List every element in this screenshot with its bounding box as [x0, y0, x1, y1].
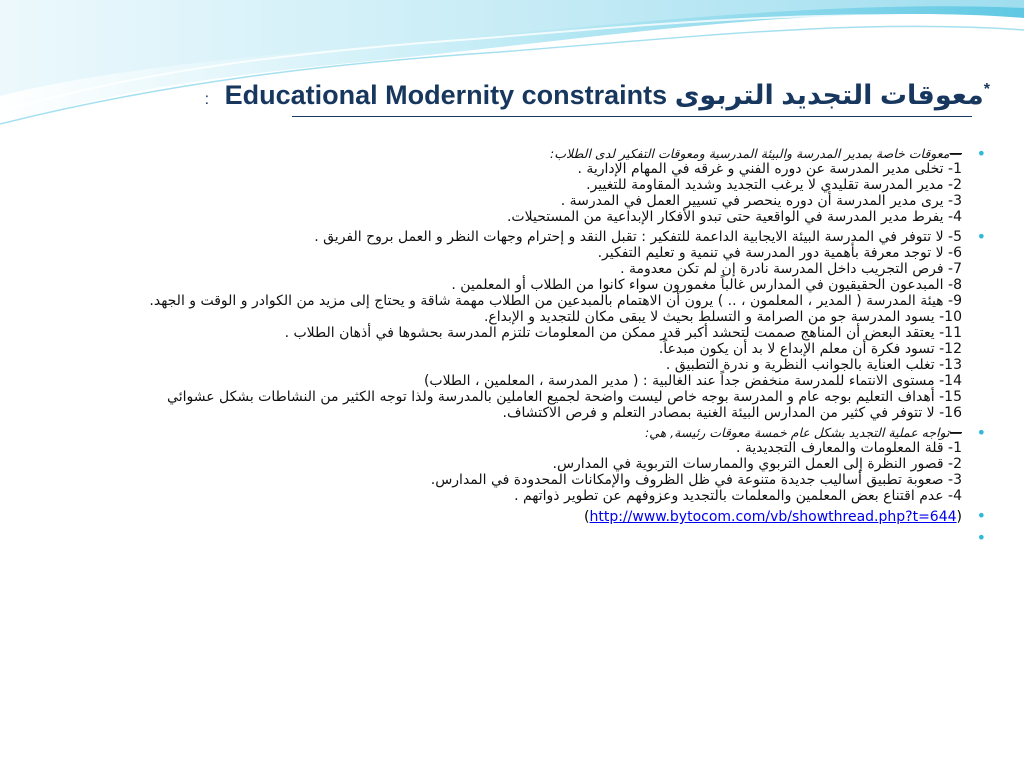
reference-close-paren: ) [584, 509, 590, 525]
list-item: 1- قلة المعلومات والمعارف التجديدية . [735, 440, 962, 456]
bullet-empty [28, 530, 986, 549]
title-asterisk: * [983, 81, 990, 98]
title-colon: : [204, 91, 210, 108]
bullet-section-3 [28, 425, 986, 504]
list-item: 3- يرى مدير المدرسة أن دوره ينحصر في تسيير العمل في المدرسة . [560, 193, 962, 209]
list-item: 10- يسود المدرسة جو من الصرامة و التسلط بحيث لا يبقى مكان للتجديد و الإبداع. [483, 309, 962, 325]
slide-title [204, 80, 990, 111]
section-3-heading: • —تواجه عملية التجديد بشكل عام خمسة معوقات رئيسة, هي: [644, 425, 962, 440]
title-english: Educational Modernity constraints [224, 80, 668, 110]
section-1-heading: • —معوقات خاصة بمدير المدرسة والبيئة المدرسية ومعوقات التفكير لدى الطلاب: [549, 146, 962, 161]
list-item: 13- تغلب العناية بالجوانب النظرية و ندرة التطبيق . [665, 357, 962, 373]
list-item: 6- لا توجد معرفة بأهمية دور المدرسة في تنمية و تعليم التفكير. [597, 245, 962, 261]
list-item: 2- قصور النظرة إلى العمل التربوي والممارسات التربوية في المدارس. [552, 456, 962, 472]
list-item: 16- لا تتوفر في كثير من المدارس البيئة الغنية بمصادر التعلم و فرص الاكتشاف. [502, 405, 962, 421]
list-item: 3- صعوبة تطبيق أساليب جديدة متنوعة في ظل الظروف والإمكانات المحدودة في المدارس. [430, 472, 962, 488]
reference-open-paren: ( [956, 509, 962, 525]
title-underline [292, 116, 972, 117]
reference-link[interactable]: http://www.bytocom.com/vb/showthread.php?t=644 [589, 509, 957, 525]
list-item: 11- يعتقد البعض أن المناهج صممت لتحشد أكبر قدر ممكن من المعلومات تلتزم المدرسة بحشوها في أذهان الطلاب . [284, 325, 962, 341]
list-item: 1- تخلى مدير المدرسة عن دوره الفني و غرقه في المهام الإدارية . [577, 161, 962, 177]
slide-body [28, 146, 986, 549]
list-item: 15- أهداف التعليم بوجه عام و المدرسة بوجه خاص ليست واضحة لجميع العاملين بالمدرسة ولذا توجه الكثير من النشاطات بشكل عشوائي [167, 389, 962, 405]
title-arabic: معوقات التجديد التربوى [674, 80, 984, 110]
bullet-section-1 [28, 146, 986, 225]
list-item: 4- يفرط مدير المدرسة في الواقعية حتى تبدو الأفكار الإبداعية من المستحيلات. [506, 209, 962, 225]
list-item: 12- تسود فكرة أن معلم الإبداع لا بد أن يكون مبدعاً. [658, 341, 962, 357]
list-item: 14- مستوى الانتماء للمدرسة منخفض جداً عند الغالبية : ( مدير المدرسة ، المعلمين ، الطلاب) [423, 373, 962, 389]
list-item: 8- المبدعون الحقيقيون في المدارس غالباً مغمورون سواء كانوا من الطلاب أو المعلمين . [451, 277, 962, 293]
bullet-reference [28, 508, 986, 526]
list-item: 4- عدم اقتناع بعض المعلمين والمعلمات بالتجديد وعزوفهم عن تطوير ذواتهم . [514, 488, 962, 504]
bullet-section-2 [28, 229, 986, 421]
list-item: 9- هيئة المدرسة ( المدير ، المعلمون ، .. ) يرون أن الاهتمام بالمبدعين من الطلاب مهمة شاقة و يحتاج إلى مزيد من الكوادر و الوقت و الجهد. [149, 293, 962, 309]
list-item: • 5- لا تتوفر في المدرسة البيئة الايجابية الداعمة للتفكير : تقبل النقد و إحترام وجهات النظر و العمل بروح الفريق . [314, 229, 962, 245]
list-item: 7- فرص التجريب داخل المدرسة نادرة إن لم تكن معدومة . [620, 261, 962, 277]
list-item: 2- مدير المدرسة تقليدي لا يرغب التجديد وشديد المقاومة للتغيير. [586, 177, 962, 193]
